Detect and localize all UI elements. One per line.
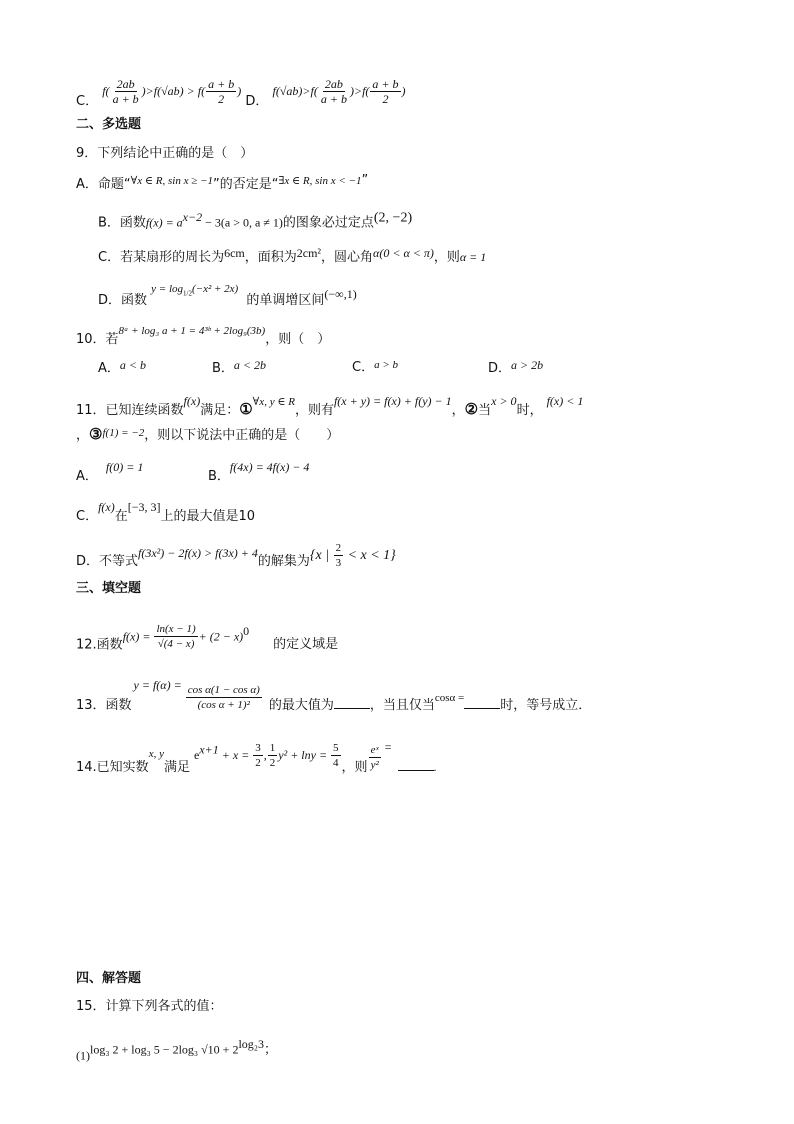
q13-blank-2[interactable] [464, 696, 500, 709]
q9-b-expr: f(x) = a [145, 215, 183, 230]
q9-option-d: D．函数 $y = \log_{1/2}(-x^2 + 2x)$ 的单调增区间(−∞,1) [98, 283, 357, 308]
q8-options-line [76, 72, 406, 121]
q9-option-a: A．命题“$^{\forall x \in R, sin x \ge -1}$”的否定是“$^{\exists x \in R, sin x < -1}$” [76, 173, 369, 192]
q9-option-b: B．函数$f(x) = a^{x-2} - 3(a > 0$, a ≠ 1)的图象必过定点(2, −2) [98, 210, 413, 231]
q8-option-d-expr-c: ) [401, 84, 406, 98]
q8-option-c-expr-b: )>f(√ab) > f( [141, 84, 206, 98]
q8-option-c-expr-c: ) [237, 84, 242, 98]
q9-a-expr1: ∀x ∈ R, sin x ≥ −1 [130, 175, 213, 187]
q12-line: 12.函数f(x) = $\frac{\ln(x - 1)}{√(4 - x)}$ + $(2 - x)^0$的定义域是 [76, 623, 339, 653]
q10-option-c: a > b [374, 359, 399, 371]
q8-option-d-expr-b: )>f( [349, 84, 370, 98]
q13-blank-1[interactable] [334, 696, 370, 709]
q11-option-c: C．f(x)在[−3, 3]上的最大值是10 [76, 500, 256, 524]
q8-option-d-frac: $\frac{2ab}{a + b}$ [320, 77, 347, 106]
q8-option-d-label: D． [245, 94, 269, 109]
q8-option-d-frac2: $\frac{a + b}{2}$ [372, 77, 399, 106]
q10-option-d: a > 2b [511, 358, 544, 372]
circled-2: ② [464, 400, 479, 418]
q10-stem: 10．若$^{8ᵃ + log_3 a + 1 = 4^3ᵇ + 2log_9(3b)}$，则（ ） [76, 325, 331, 347]
q15-stem: 15．计算下列各式的值： [76, 999, 223, 1014]
section-2-title: 二、多选题 [76, 117, 142, 132]
q8-option-c-expr-a: f( [102, 84, 110, 98]
q10-option-a: a < b [119, 358, 147, 372]
q11-stem-line2: ，③$^{f(1) = -2}$，则以下说法中正确的是（ ） [76, 425, 340, 443]
q8-option-c-frac: $\frac{2ab}{a + b}$ [112, 77, 139, 106]
q10-option-b: a < 2b [233, 358, 267, 372]
q13-line: 13．函数y = f(α) = $\frac{\text{cos α(1 − cos α)}}{\text{(cos α + 1)²}}$ 的最大值为 ，当且仅当$_{cos\alpha =}$ 时，等号成立． [76, 678, 592, 713]
q11-option-a: f(0) = 1 [105, 460, 144, 474]
q14-line: 14.已知实数x, y满足$e^{x+1} + x$ = $\frac{3}{2}$ , $\frac{1}{2}$ y² + lny = $\frac{5}{4}$ ，则 $\frac{\text{eˣ}}{\text{y²}}$ =. [76, 740, 437, 775]
q15-part-1-expr: log₃ 2 + log₃ 5 − 2log₃ √10 + 2 [90, 1042, 239, 1057]
q9-b-point: (2, −2) [373, 210, 413, 226]
q8-option-c-frac2: $\frac{a + b}{2}$ [208, 77, 235, 106]
q9-stem: 9．下列结论中正确的是（ ） [76, 146, 254, 161]
q9-a-expr2: ∃x ∈ R, sin x < −1 [278, 175, 362, 187]
q11-option-b: f(4x) = 4f(x) − 4 [229, 460, 310, 474]
circled-1: ① [239, 400, 253, 418]
section-3-title: 三、填空题 [76, 581, 142, 596]
q8-option-d-expr-a: f(√ab)>f( [272, 84, 318, 98]
section-4-title: 四、解答题 [76, 971, 142, 986]
circled-3: ③ [89, 425, 103, 443]
q10-expr: 8ᵃ + log₃ a + 1 = 4³ᵇ + 2log₉(3b) [118, 325, 266, 337]
q11-stem-line1: 11．已知连续函数f(x)满足：①$^{\forall x, y \in R}$，则有f(x + y) = f(x) + f(y) − 1，②当x > 0时，f(x) < 1 [76, 394, 584, 418]
q14-blank[interactable] [398, 758, 434, 771]
q15-part-1: (1)log₃ 2 + log₃ 5 − 2log₃ $√10 + 2^{log_23}$； [76, 1037, 277, 1063]
q11-option-d: D．不等式f(3x²) − 2f(x) > f(3x) + 4的解集为{x | $\frac{2}{3}$ < x < 1} [76, 542, 396, 569]
q9-option-c: C．若某扇形的周长为6cm，面积为2cm²，圆心角α(0 < α < π)，则α = 1 [98, 246, 487, 265]
q12-fraction: $\frac{\ln(x - 1)}{√(4 - x)}$ [156, 623, 196, 651]
q13-fraction: $\frac{\text{cos α(1 − cos α)}}{\text{(cos α + 1)²}}$ [187, 684, 260, 711]
q8-option-c-label: C． [76, 94, 99, 109]
